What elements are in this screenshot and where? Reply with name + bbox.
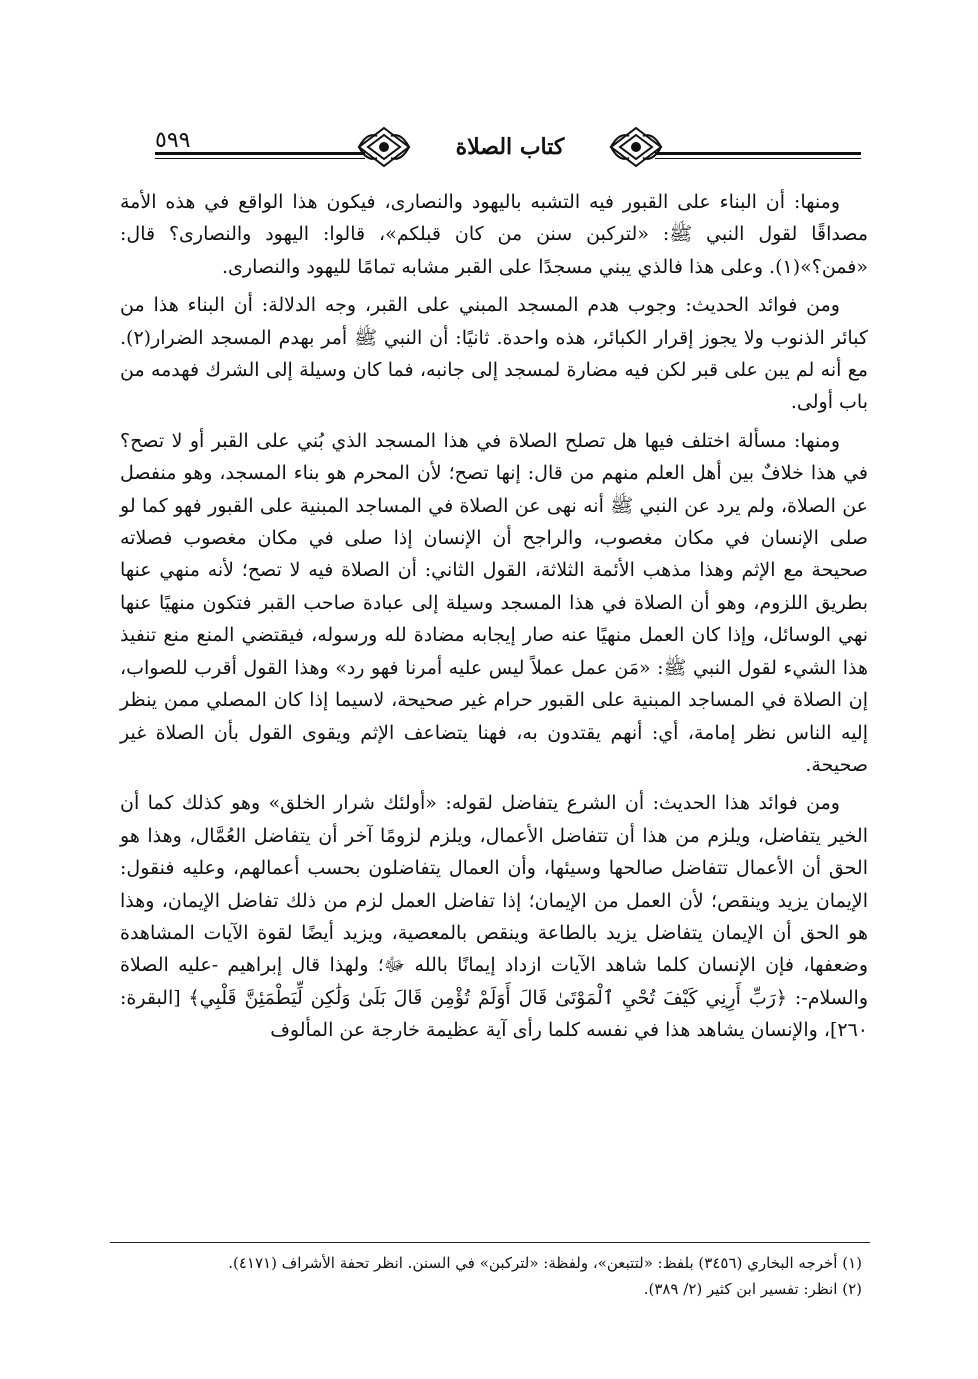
header-title-box [365, 120, 655, 176]
page-header [155, 120, 861, 176]
page-number: ٥٩٩ [155, 128, 191, 153]
footnote-divider [110, 1242, 870, 1243]
paragraph: ومن فوائد الحديث: وجوب هدم المسجد المبني على القبر، وجه الدلالة: أن البناء هذا من كبائر الذنوب ولا يجوز إقرار الكبائر، هذه واحدة. ثانيًا: أن النبي ﷺ أمر بهدم المسجد الضرار(٢). مع أنه لم يبن على قبر لكن فيه مضارة لمسجد إلى جانبه، فما كان وسيلة إلى الشرك فهدمه من باب أولى. [120, 294, 868, 414]
paragraph: ومنها: مسألة اختلف فيها هل تصلح الصلاة في هذا المسجد الذي بُني على القبر أو لا تصح؟ في هذا خلافٌ بين أهل العلم منهم من قال: إنها تصح؛ لأن المحرم هو بناء المسجد، وهو منفصل عن الصلاة، ولم يرد عن النبي ﷺ أنه نهى عن الصلاة في المساجد المبنية على القبور فهو كما لو صلى الإنسان في مكان مغصوب، والراجح أن الإنسان إذا صلى في مكان مغصوب فصلاته صحيحة مع الإثم وهذا مذهب الأئمة الثلاثة، القول الثاني: أن الصلاة فيه لا تصح؛ لأنه منهي عنها بطريق اللزوم، وهو أن الصلاة في هذا المسجد وسيلة إلى عبادة صاحب القبر فتكون منهيًا عنها نهي الوسائل، وإذا كان العمل منهيًا عنه صار إيجابه مضادة لله ورسوله، فيقتضي المنع منع تنفيذ هذا الشيء لقول النبي ﷺ: «مَن عمل عملاً ليس عليه أمرنا فهو رد» وهذا القول أقرب للصواب، إن الصلاة في المساجد المبنية على القبور حرام غير صحيحة، لاسيما إذا كان المصلي ممن ينظر إليه الناس نظر إمامة، أي: أنهم يقتدون به، فهنا يتضاعف الإثم ويقوى القول بأن الصلاة غير صحيحة. [120, 429, 868, 776]
paragraph: ومن فوائد هذا الحديث: أن الشرع يتفاضل لقوله: «أولئك شرار الخلق» وهو كذلك كما أن الخير يتفاضل، ويلزم من هذا أن تتفاضل الأعمال، ويلزم لزومًا آخر أن يتفاضل العُمَّال، وهذا هو الحق أن الأعمال تتفاضل صالحها وسيئها، وأن العمال يتفاضلون بحسب أعمالهم، وعليه فنقول: الإيمان يزيد وينقص؛ لأن العمل من الإيمان؛ إذا تفاضل العمل لزم من ذلك تفاضل الإيمان، وهذا هو الحق أن الإيمان يتفاضل يزيد بالطاعة وينقص بالمعصية، ويزيد أيضًا لقوة الآيات المشاهدة وضعفها، فإن الإنسان كلما شاهد الآيات ازداد إيمانًا بالله ﷻ؛ ولهذا قال إبراهيم -عليه الصلاة والسلام-: ﴿رَبِّ أَرِنِي كَيْفَ تُحْيِ ٱلْمَوْتَىٰ قَالَ أَوَلَمْ تُؤْمِن قَالَ بَلَىٰ وَلَٰكِن لِّيَطْمَئِنَّ قَلْبِي﴾ [البقرة: ٢٦٠]، والإنسان يشاهد هذا في نفسه كلما رأى آية عظيمة خارجة عن المألوف [120, 792, 868, 1042]
footnote: (٢) انظر: تفسير ابن كثير (٢/ ٣٨٩). [643, 1280, 862, 1298]
footnote: (١) أخرجه البخاري (٣٤٥٦) بلفظ: «لتتبعن»، ولفظة: «لتركبن» في السنن. انظر تحفة الأشراف (٤١٧١). [228, 1254, 862, 1272]
paragraph: ومنها: أن البناء على القبور فيه التشبه باليهود والنصارى، فيكون هذا الواقع في هذه الأمة مصداقًا لقول النبي ﷺ: «لتركبن سنن من كان قبلكم»، قالوا: اليهود والنصارى؟ قال: «فمن؟»(١). وعلى هذا فالذي يبني مسجدًا على القبر مشابه تمامًا لليهود والنصارى. [120, 191, 868, 278]
page-body [120, 186, 868, 1053]
footnotes [110, 1250, 870, 1302]
arabesque-ornament-icon [607, 124, 665, 170]
chapter-title: كتاب الصلاة [455, 134, 565, 160]
